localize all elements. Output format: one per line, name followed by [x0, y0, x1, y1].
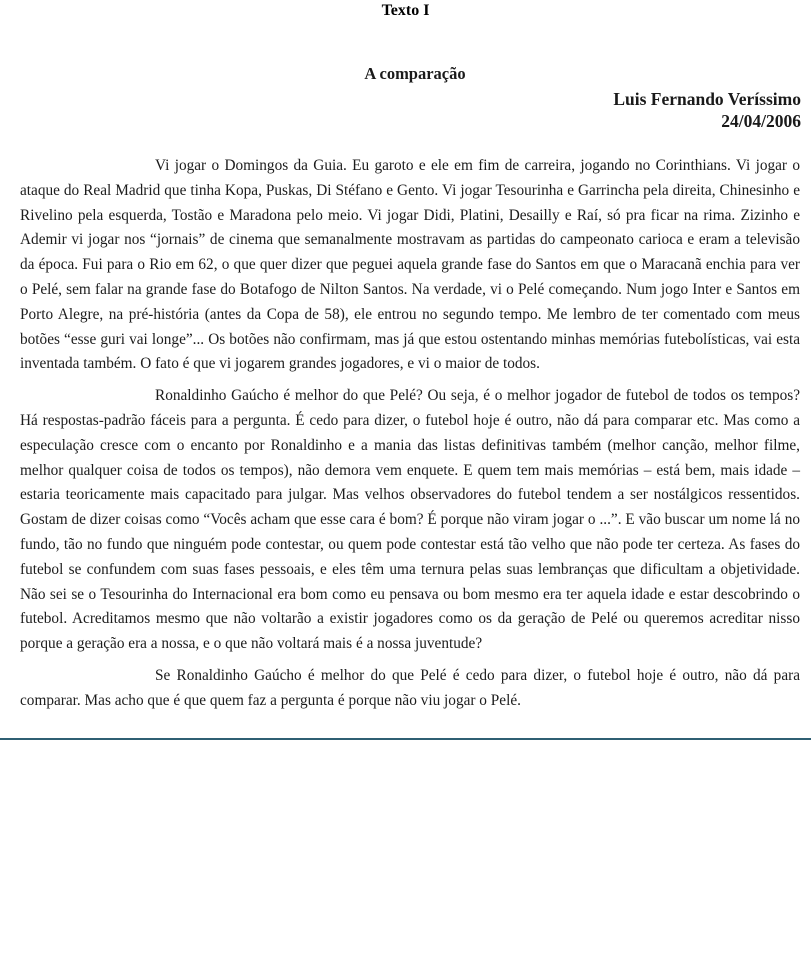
page-header: Texto I	[381, 2, 430, 19]
article-body	[20, 154, 800, 714]
article-title: A comparação	[364, 64, 466, 83]
scan-divider-line	[0, 738, 811, 740]
paragraph-3: Se Ronaldinho Gaúcho é melhor do que Pelé é cedo para dizer, o futebol hoje é outro, não dá para comparar. Mas acho que é que quem faz a pergunta é porque não viu jogar o Pelé.	[20, 666, 800, 709]
paragraph-2: Ronaldinho Gaúcho é melhor do que Pelé? Ou seja, é o melhor jogador de futebol de todos os tempos? Há respostas-padrão fáceis para a pergunta. É cedo para dizer, o futebol hoje é outro, não dá para comparar etc. Mas como a especulação cresce com o encanto por Ronaldinho e a mania das listas definitivas também (melhor canção, melhor filme, melhor qualquer coisa de todos os tempos), não demora vem enquete. E quem tem mais memórias – está bem, mais idade – estaria teoricamente mais capacitado para julgar. Mas velhos observadores do futebol tendem a ser nostálgicos ressentidos. Gostam de dizer coisas como “Vocês acham que esse cara é bom? É porque não viram jogar o ...”. E vão buscar um nome lá no fundo, tão no fundo que ninguém pode contestar, ou quem pode contestar está tão velho que não pode ter certeza. As fases do futebol se confundem com suas fases pessoais, e eles têm uma ternura pelas suas lembranças que dificultam a objetividade. Não sei se o Tesourinha do Internacional era bom como eu pensava ou bom mesmo era ter aquela idade e estar descobrindo o futebol. Acreditamos mesmo que não voltarão a existir jogadores como os da geração de Pelé ou queremos acreditar nisso porque a geração era a nossa, e o que não voltará mais é a nossa juventude?	[20, 387, 800, 653]
article-date: 24/04/2006	[721, 111, 801, 131]
article-author: Luis Fernando Veríssimo	[613, 89, 801, 109]
paragraph-1: Vi jogar o Domingos da Guia. Eu garoto e ele em fim de carreira, jogando no Corinthians. Vi jogar o ataque do Real Madrid que tinha Kopa, Puskas, Di Stéfano e Gento. Vi jogar Tesourinha e Garrincha pela direita, Chinesinho e Rivelino pela esquerda, Tostão e Maradona pelo meio. Vi jogar Didi, Platini, Desailly e Raí, só pra ficar na rima. Zizinho e Ademir vi jogar nos “jornais” de cinema que semanalmente mostravam as partidas do campeonato carioca e eram a televisão da época. Fui para o Rio em 62, o que quer dizer que peguei aquela grande fase do Santos em que o Maracanã enchia para ver o Pelé, sem falar na grande fase do Botafogo de Nilton Santos. Na verdade, vi o Pelé começando. Num jogo Inter e Santos em Porto Alegre, na pré-história (antes da Copa de 58), ele entrou no segundo tempo. Me lembro de ter comentado com meus botões “esse guri vai longe”... Os botões não confirmam, mas já que estou ostentando minhas memórias futebolísticas, vai esta inventada também. O fato é que vi jogarem grandes jogadores, e vi o maior de todos.	[20, 157, 800, 373]
